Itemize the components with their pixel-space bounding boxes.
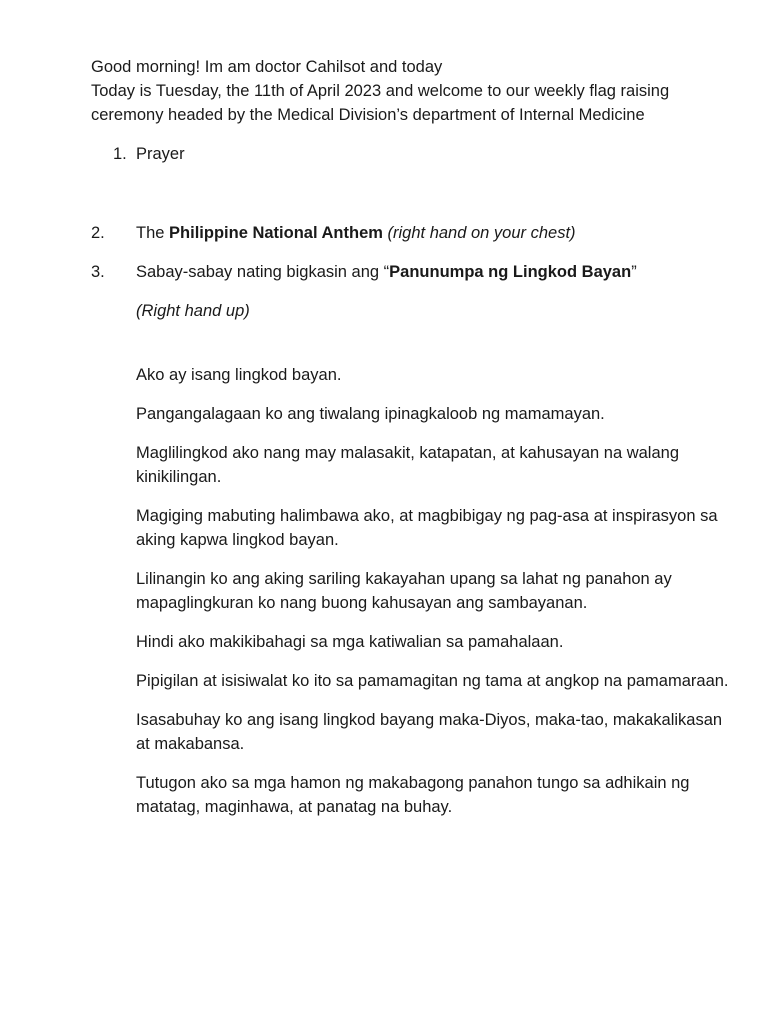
oath-line: Pangangalagaan ko ang tiwalang ipinagkaloob ng mamamayan. bbox=[136, 405, 605, 423]
oath-line: Magiging mabuting halimbawa ako, at magbibigay ng pag-asa at inspirasyon sa aking kapwa lingkod bayan. bbox=[136, 507, 718, 549]
item-number: 2. bbox=[91, 224, 105, 242]
program-item-anthem bbox=[91, 221, 731, 245]
oath-line: Maglilingkod ako nang may malasakit, katapatan, at kahusayan na walang kinikilingan. bbox=[136, 444, 680, 486]
program-item-prayer bbox=[91, 142, 731, 166]
item-suffix: ” bbox=[631, 263, 637, 281]
oath-line: Tutugon ako sa mga hamon ng makabagong panahon tungo sa adhikain ng matatag, maginhawa, at panatag na buhay. bbox=[136, 774, 690, 816]
item-number: 3. bbox=[91, 263, 105, 281]
oath-instruction: (Right hand up) bbox=[136, 302, 250, 320]
oath-line: Isasabuhay ko ang isang lingkod bayang maka-Diyos, maka-tao, makakalikasan at makabansa. bbox=[136, 711, 723, 753]
item-instruction: (right hand on your chest) bbox=[382, 224, 576, 242]
oath-line: Ako ay isang lingkod bayan. bbox=[136, 366, 342, 384]
item-prefix: The bbox=[136, 224, 170, 242]
intro-line-greeting: Good morning! Im am doctor Cahilsot and today bbox=[91, 58, 443, 76]
document-page bbox=[91, 55, 731, 834]
oath-line: Lilinangin ko ang aking sariling kakayahan upang sa lahat ng panahon ay mapaglingkuran ko nang buong kahusayan ang sambayanan. bbox=[136, 570, 672, 612]
intro-paragraph bbox=[91, 55, 731, 127]
item-prefix: Sabay-sabay nating bigkasin ang “ bbox=[136, 263, 390, 281]
item-bold-title: Panunumpa ng Lingkod Bayan bbox=[389, 263, 632, 281]
item-number: 1. bbox=[113, 145, 127, 163]
item-text: Prayer bbox=[136, 145, 185, 163]
intro-line-welcome: Today is Tuesday, the 11th of April 2023 and welcome to our weekly flag raising ceremony headed by the Medical Division’s department of Internal Medicine bbox=[91, 82, 670, 124]
program-item-oath bbox=[91, 260, 731, 284]
item-bold-title: Philippine National Anthem bbox=[169, 224, 383, 242]
oath-line: Pipigilan at isisiwalat ko ito sa pamamagitan ng tama at angkop na pamamaraan. bbox=[136, 672, 729, 690]
oath-line: Hindi ako makikibahagi sa mga katiwalian sa pamahalaan. bbox=[136, 633, 564, 651]
oath-text bbox=[136, 363, 731, 819]
